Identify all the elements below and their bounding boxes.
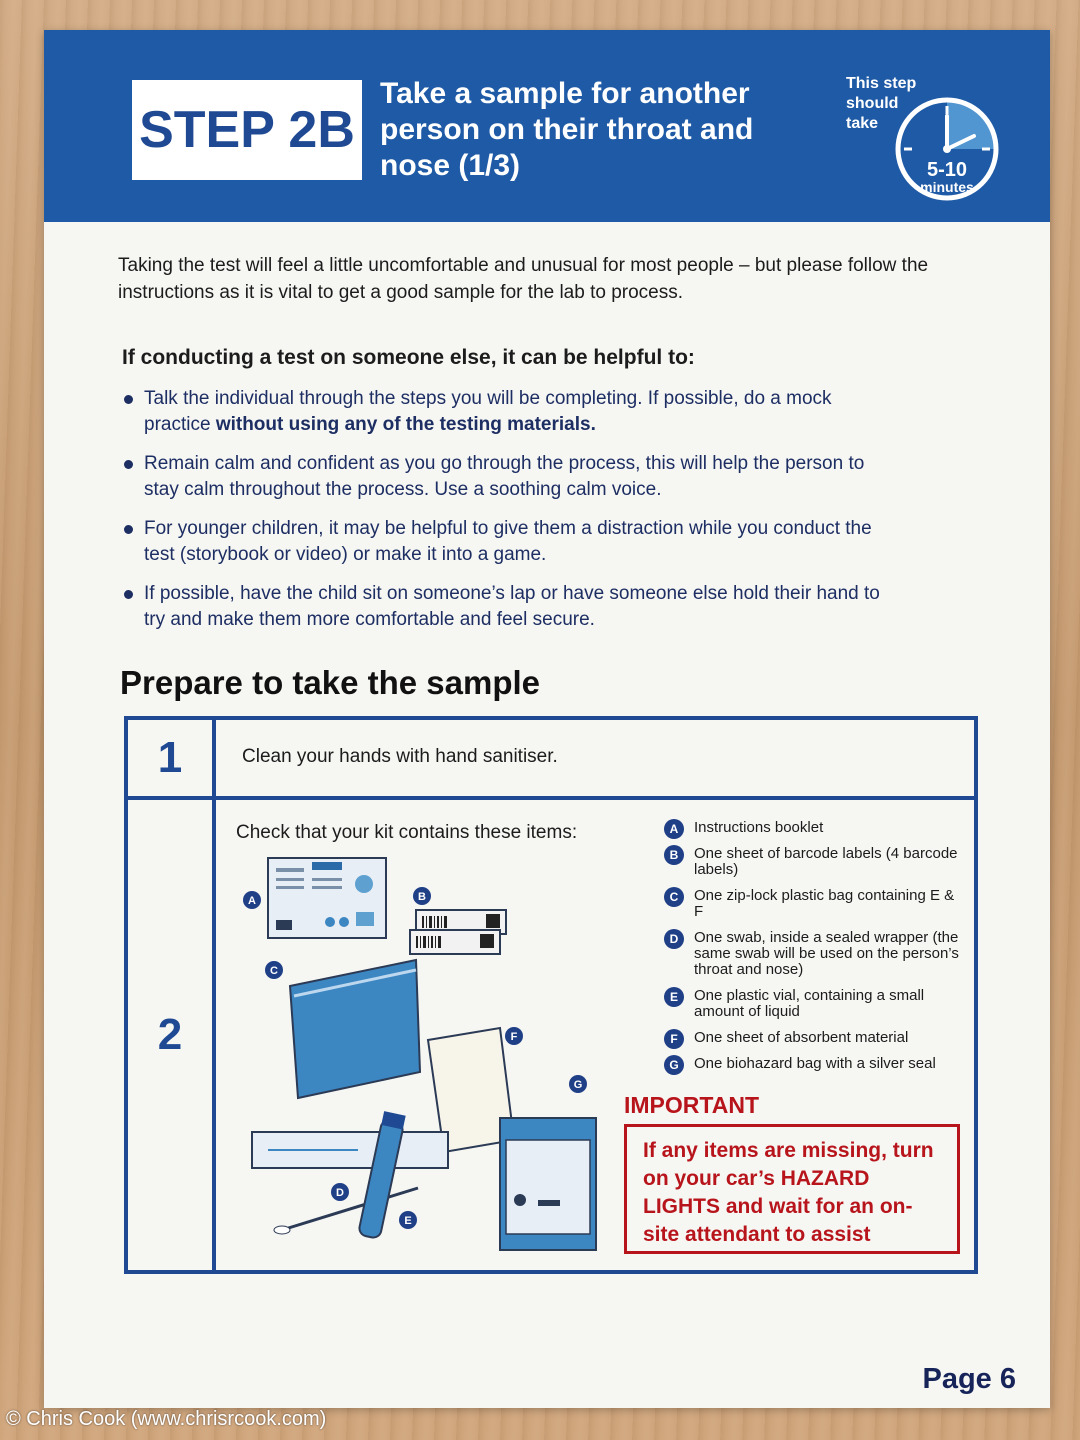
- item-d-text: One swab, inside a sealed wrapper (the same swab will be used on the person’s throat and nose): [694, 929, 959, 978]
- bullet-1-bold: without using any of the testing materials.: [215, 414, 596, 435]
- list-item: [664, 1030, 964, 1046]
- list-item: [664, 1056, 964, 1072]
- helpful-list: [122, 386, 882, 646]
- step-number-2: 2: [128, 800, 216, 1270]
- kit-items-list: [664, 820, 964, 1082]
- list-item: [664, 846, 964, 878]
- badge-b: B: [664, 845, 684, 865]
- header-banner: [44, 30, 1050, 222]
- svg-text:G: G: [573, 1079, 583, 1091]
- list-item: For younger children, it may be helpful to give them a distraction while you conduct the test (storybook or video) or make it into a game.: [122, 516, 882, 568]
- timer-line-1: This step: [846, 75, 917, 92]
- step-number-1: 1: [128, 720, 216, 796]
- timer-line-3: take: [846, 115, 879, 132]
- page-number: Page 6: [922, 1363, 1016, 1395]
- step-row-1: [128, 720, 974, 800]
- item-e-text: One plastic vial, containing a small amount of liquid: [694, 987, 925, 1020]
- step-label: STEP 2B: [139, 101, 355, 159]
- svg-text:F: F: [510, 1031, 518, 1043]
- item-b-text: One sheet of barcode labels (4 barcode labels): [694, 845, 958, 878]
- instruction-sheet: [44, 30, 1050, 1408]
- step-title: Take a sample for another person on their throat and nose (1/3): [380, 77, 754, 182]
- list-item: Remain calm and confident as you go through the process, this will help the person to stay calm throughout the process. Use a soothing calm voice.: [122, 451, 882, 503]
- badge-a: A: [664, 819, 684, 839]
- badge-d: D: [664, 929, 684, 949]
- prepare-heading: Prepare to take the sample: [120, 664, 541, 701]
- timer-value: 5-10: [926, 159, 968, 181]
- timer-unit: minutes: [920, 179, 974, 195]
- badge-g: G: [664, 1055, 684, 1075]
- steps-table: [124, 716, 978, 1274]
- step-label-box: [132, 80, 362, 180]
- badge-e: E: [664, 987, 684, 1007]
- kit-illustration: [238, 850, 618, 1262]
- barcode-labels-icon: [410, 910, 506, 954]
- svg-text:B: B: [418, 891, 426, 903]
- zip-bag-icon: [290, 960, 420, 1098]
- svg-text:C: C: [270, 965, 278, 977]
- step-2-title: Check that your kit contains these items:: [236, 822, 578, 843]
- vial-icon: [358, 1111, 406, 1239]
- step-1-text: Clean your hands with hand sanitiser.: [242, 746, 558, 767]
- booklet-icon: [268, 858, 386, 938]
- badge-c: C: [664, 887, 684, 907]
- item-g-text: One biohazard bag with a silver seal: [694, 1055, 936, 1072]
- badge-f: F: [664, 1029, 684, 1049]
- clock-icon: [892, 94, 1002, 204]
- svg-text:A: A: [248, 895, 256, 907]
- svg-text:E: E: [404, 1215, 412, 1227]
- list-item: [122, 386, 882, 438]
- intro-paragraph: Taking the test will feel a little uncomfortable and unusual for most people – but please follow the instructions as it is vital to get a good sample for the lab to process.: [118, 255, 929, 303]
- swab-icon: [252, 1132, 448, 1234]
- bullet-1-text: Talk the individual through the steps you will be completing. If possible, do a mock practice: [144, 388, 832, 435]
- item-f-text: One sheet of absorbent material: [694, 1029, 909, 1046]
- duration-timer: [840, 68, 1010, 208]
- list-item: [664, 888, 964, 920]
- list-item: [664, 820, 964, 836]
- svg-text:D: D: [336, 1187, 344, 1199]
- photo-credit: © Chris Cook (www.chrisrcook.com): [6, 1408, 327, 1430]
- list-item: [664, 988, 964, 1020]
- helpful-heading: If conducting a test on someone else, it can be helpful to:: [122, 346, 695, 369]
- list-item: If possible, have the child sit on someone’s lap or have someone else hold their hand to try and make them more comfortable and feel secure.: [122, 581, 882, 633]
- step-row-2: [128, 800, 974, 1270]
- biohazard-bag-icon: [500, 1118, 596, 1250]
- list-item: [664, 930, 964, 978]
- item-c-text: One zip-lock plastic bag containing E & F: [694, 887, 955, 920]
- item-a-text: Instructions booklet: [694, 819, 824, 836]
- important-notice: If any items are missing, turn on your car’s HAZARD LIGHTS and wait for an on-site attendant to assist: [624, 1124, 960, 1254]
- important-heading: IMPORTANT: [624, 1092, 760, 1118]
- timer-line-2: should: [846, 95, 899, 112]
